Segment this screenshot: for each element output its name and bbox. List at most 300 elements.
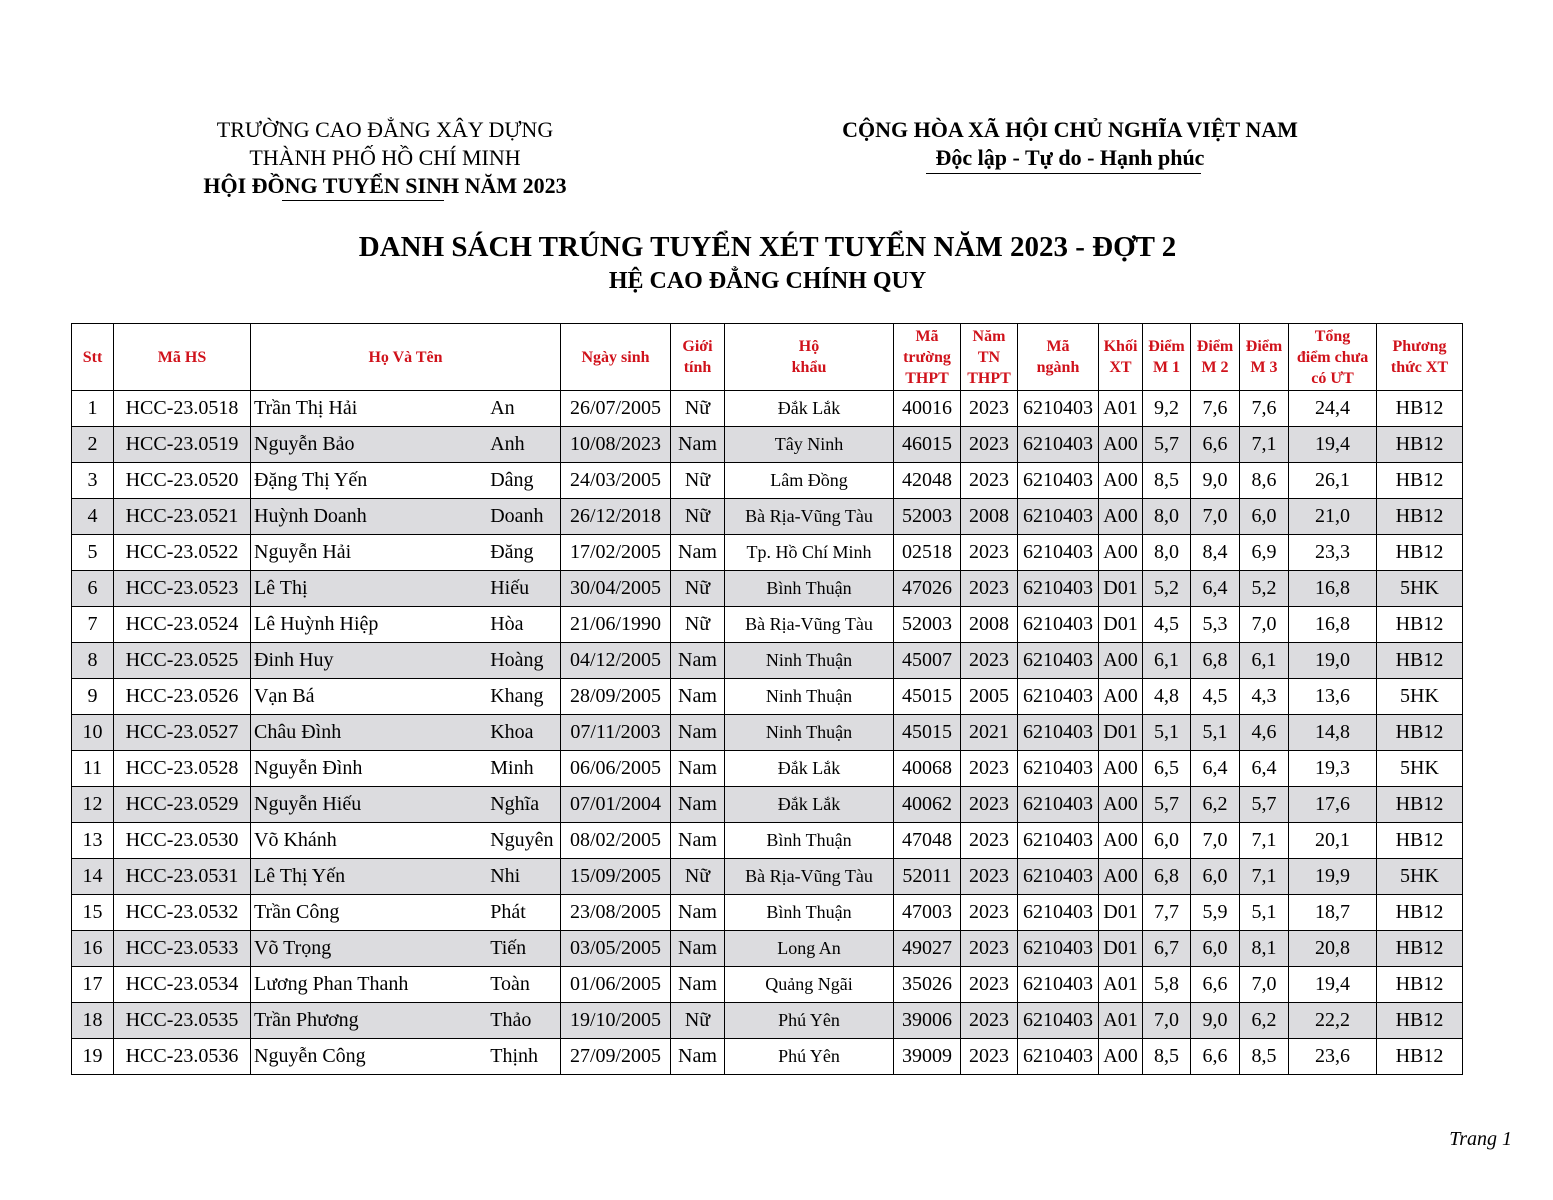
cell-ma-truong: 52003 xyxy=(894,607,961,643)
table-row xyxy=(72,643,1463,679)
table-row xyxy=(72,931,1463,967)
student-surname: Võ Khánh xyxy=(254,829,337,851)
cell-m2: 6,6 xyxy=(1191,427,1240,463)
col-ho-khau: Hộ khẩu xyxy=(725,324,894,391)
col-stt: Stt xyxy=(72,324,114,391)
col-m1: Điểm M 1 xyxy=(1143,324,1191,391)
cell-ma-truong: 52003 xyxy=(894,499,961,535)
cell-gioi-tinh: Nam xyxy=(671,751,725,787)
cell-ngay-sinh: 04/12/2005 xyxy=(561,643,671,679)
cell-m1: 6,1 xyxy=(1143,643,1191,679)
student-surname: Lê Thị Yến xyxy=(254,865,346,887)
cell-tong: 19,4 xyxy=(1289,967,1377,1003)
student-given-name: Toàn xyxy=(490,973,530,995)
cell-m3: 7,6 xyxy=(1240,391,1289,427)
cell-khoi: A00 xyxy=(1099,499,1143,535)
table-header-row xyxy=(72,324,1463,391)
col-m2: Điểm M 2 xyxy=(1191,324,1240,391)
cell-ho-khau: Phú Yên xyxy=(725,1039,894,1075)
cell-ngay-sinh: 06/06/2005 xyxy=(561,751,671,787)
cell-khoi: A00 xyxy=(1099,751,1143,787)
col-khoi: Khối XT xyxy=(1099,324,1143,391)
cell-khoi: D01 xyxy=(1099,895,1143,931)
cell-m3: 8,1 xyxy=(1240,931,1289,967)
cell-ma-nganh: 6210403 xyxy=(1018,1003,1099,1039)
cell-ma-truong: 45007 xyxy=(894,643,961,679)
cell-m3: 6,4 xyxy=(1240,751,1289,787)
cell-m2: 6,6 xyxy=(1191,967,1240,1003)
student-given-name: Khoa xyxy=(490,721,534,743)
cell-ma-truong: 42048 xyxy=(894,463,961,499)
cell-gioi-tinh: Nam xyxy=(671,535,725,571)
cell-ma-nganh: 6210403 xyxy=(1018,679,1099,715)
cell-nam-tn: 2008 xyxy=(961,607,1018,643)
col-phuong-thuc: Phương thức XT xyxy=(1377,324,1463,391)
col-ma-truong: Mã trường THPT xyxy=(894,324,961,391)
cell-ngay-sinh: 17/02/2005 xyxy=(561,535,671,571)
student-given-name: Đăng xyxy=(490,541,534,563)
student-given-name: Nguyên xyxy=(490,829,554,851)
cell-nam-tn: 2023 xyxy=(961,391,1018,427)
cell-ma-truong: 47026 xyxy=(894,571,961,607)
student-surname: Đinh Huy xyxy=(254,649,334,671)
cell-m1: 5,2 xyxy=(1143,571,1191,607)
cell-ma-nganh: 6210403 xyxy=(1018,715,1099,751)
cell-tong: 16,8 xyxy=(1289,607,1377,643)
cell-ho-ten xyxy=(251,895,561,931)
cell-gioi-tinh: Nam xyxy=(671,679,725,715)
student-surname: Vạn Bá xyxy=(254,685,315,707)
student-given-name: Dâng xyxy=(490,469,534,491)
cell-ma-hs: HCC-23.0530 xyxy=(114,823,251,859)
student-given-name: Phát xyxy=(490,901,526,923)
cell-khoi: D01 xyxy=(1099,607,1143,643)
national-motto: Độc lập - Tự do - Hạnh phúc xyxy=(935,145,1205,170)
cell-stt: 6 xyxy=(72,571,114,607)
cell-m2: 7,6 xyxy=(1191,391,1240,427)
cell-m1: 4,5 xyxy=(1143,607,1191,643)
cell-gioi-tinh: Nữ xyxy=(671,571,725,607)
cell-tong: 26,1 xyxy=(1289,463,1377,499)
cell-phuong-thuc: HB12 xyxy=(1377,391,1463,427)
cell-gioi-tinh: Nam xyxy=(671,715,725,751)
table-row xyxy=(72,391,1463,427)
cell-ngay-sinh: 08/02/2005 xyxy=(561,823,671,859)
cell-m3: 5,2 xyxy=(1240,571,1289,607)
cell-tong: 16,8 xyxy=(1289,571,1377,607)
cell-m1: 8,0 xyxy=(1143,535,1191,571)
table-row xyxy=(72,751,1463,787)
cell-tong: 18,7 xyxy=(1289,895,1377,931)
cell-gioi-tinh: Nam xyxy=(671,895,725,931)
cell-m1: 8,5 xyxy=(1143,1039,1191,1075)
table-row xyxy=(72,1003,1463,1039)
cell-ma-truong: 49027 xyxy=(894,931,961,967)
cell-ma-nganh: 6210403 xyxy=(1018,535,1099,571)
cell-stt: 8 xyxy=(72,643,114,679)
cell-ma-truong: 45015 xyxy=(894,679,961,715)
cell-ho-khau: Ninh Thuận xyxy=(725,643,894,679)
cell-khoi: A00 xyxy=(1099,859,1143,895)
cell-ho-khau: Long An xyxy=(725,931,894,967)
table-row xyxy=(72,571,1463,607)
cell-m1: 9,2 xyxy=(1143,391,1191,427)
cell-m2: 6,8 xyxy=(1191,643,1240,679)
cell-khoi: A01 xyxy=(1099,391,1143,427)
cell-ma-hs: HCC-23.0531 xyxy=(114,859,251,895)
cell-gioi-tinh: Nam xyxy=(671,823,725,859)
cell-m1: 6,5 xyxy=(1143,751,1191,787)
cell-ho-ten xyxy=(251,535,561,571)
cell-ngay-sinh: 26/12/2018 xyxy=(561,499,671,535)
cell-stt: 18 xyxy=(72,1003,114,1039)
cell-nam-tn: 2023 xyxy=(961,643,1018,679)
cell-tong: 20,1 xyxy=(1289,823,1377,859)
cell-ma-hs: HCC-23.0536 xyxy=(114,1039,251,1075)
cell-tong: 17,6 xyxy=(1289,787,1377,823)
cell-stt: 14 xyxy=(72,859,114,895)
cell-tong: 24,4 xyxy=(1289,391,1377,427)
student-surname: Trần Thị Hải xyxy=(254,397,358,419)
cell-stt: 13 xyxy=(72,823,114,859)
student-given-name: Nhi xyxy=(490,865,521,887)
student-surname: Lê Huỳnh Hiệp xyxy=(254,613,379,635)
cell-stt: 15 xyxy=(72,895,114,931)
student-given-name: Khang xyxy=(490,685,544,707)
cell-m2: 6,0 xyxy=(1191,931,1240,967)
cell-ma-hs: HCC-23.0534 xyxy=(114,967,251,1003)
table-row xyxy=(72,535,1463,571)
col-ngay-sinh: Ngày sinh xyxy=(561,324,671,391)
cell-ho-ten xyxy=(251,823,561,859)
cell-ngay-sinh: 24/03/2005 xyxy=(561,463,671,499)
cell-gioi-tinh: Nữ xyxy=(671,463,725,499)
cell-ma-nganh: 6210403 xyxy=(1018,1039,1099,1075)
cell-nam-tn: 2008 xyxy=(961,499,1018,535)
student-surname: Nguyễn Hiếu xyxy=(254,793,362,815)
student-given-name: Minh xyxy=(490,757,534,779)
cell-m2: 8,4 xyxy=(1191,535,1240,571)
institution-underline xyxy=(282,200,444,201)
cell-m3: 5,7 xyxy=(1240,787,1289,823)
cell-ma-hs: HCC-23.0521 xyxy=(114,499,251,535)
cell-ma-hs: HCC-23.0525 xyxy=(114,643,251,679)
cell-m1: 6,8 xyxy=(1143,859,1191,895)
cell-stt: 11 xyxy=(72,751,114,787)
student-given-name: Thịnh xyxy=(490,1045,539,1067)
cell-tong: 13,6 xyxy=(1289,679,1377,715)
cell-m3: 7,1 xyxy=(1240,427,1289,463)
cell-khoi: A00 xyxy=(1099,679,1143,715)
cell-m1: 4,8 xyxy=(1143,679,1191,715)
cell-ho-ten xyxy=(251,607,561,643)
table-row xyxy=(72,499,1463,535)
cell-m1: 6,7 xyxy=(1143,931,1191,967)
cell-m1: 5,8 xyxy=(1143,967,1191,1003)
cell-m3: 5,1 xyxy=(1240,895,1289,931)
cell-ho-ten xyxy=(251,679,561,715)
cell-khoi: A01 xyxy=(1099,1003,1143,1039)
cell-m3: 6,9 xyxy=(1240,535,1289,571)
cell-m2: 9,0 xyxy=(1191,1003,1240,1039)
cell-stt: 10 xyxy=(72,715,114,751)
cell-phuong-thuc: 5HK xyxy=(1377,571,1463,607)
cell-m1: 5,7 xyxy=(1143,427,1191,463)
cell-ho-khau: Đắk Lắk xyxy=(725,787,894,823)
cell-tong: 19,9 xyxy=(1289,859,1377,895)
student-surname: Lương Phan Thanh xyxy=(254,973,409,995)
cell-khoi: D01 xyxy=(1099,931,1143,967)
cell-ngay-sinh: 27/09/2005 xyxy=(561,1039,671,1075)
cell-tong: 23,3 xyxy=(1289,535,1377,571)
student-surname: Trần Công xyxy=(254,901,340,923)
cell-ho-khau: Bình Thuận xyxy=(725,571,894,607)
cell-m1: 5,7 xyxy=(1143,787,1191,823)
col-ho-ten: Họ Và Tên xyxy=(251,324,561,391)
cell-stt: 17 xyxy=(72,967,114,1003)
cell-ho-khau: Bà Rịa-Vũng Tàu xyxy=(725,607,894,643)
table-row xyxy=(72,715,1463,751)
cell-ma-truong: 40016 xyxy=(894,391,961,427)
cell-ma-nganh: 6210403 xyxy=(1018,931,1099,967)
cell-phuong-thuc: HB12 xyxy=(1377,607,1463,643)
cell-phuong-thuc: HB12 xyxy=(1377,715,1463,751)
cell-ho-ten xyxy=(251,643,561,679)
cell-ho-khau: Ninh Thuận xyxy=(725,679,894,715)
cell-khoi: D01 xyxy=(1099,715,1143,751)
col-ma-hs: Mã HS xyxy=(114,324,251,391)
cell-gioi-tinh: Nữ xyxy=(671,499,725,535)
table-row xyxy=(72,463,1463,499)
cell-stt: 19 xyxy=(72,1039,114,1075)
cell-khoi: D01 xyxy=(1099,571,1143,607)
cell-tong: 14,8 xyxy=(1289,715,1377,751)
cell-ma-nganh: 6210403 xyxy=(1018,463,1099,499)
cell-nam-tn: 2023 xyxy=(961,1039,1018,1075)
cell-m2: 5,9 xyxy=(1191,895,1240,931)
cell-khoi: A01 xyxy=(1099,967,1143,1003)
cell-ma-hs: HCC-23.0520 xyxy=(114,463,251,499)
cell-ma-truong: 47003 xyxy=(894,895,961,931)
cell-khoi: A00 xyxy=(1099,643,1143,679)
cell-m1: 6,0 xyxy=(1143,823,1191,859)
table-row xyxy=(72,679,1463,715)
cell-ma-truong: 40062 xyxy=(894,787,961,823)
cell-m2: 7,0 xyxy=(1191,823,1240,859)
cell-ma-nganh: 6210403 xyxy=(1018,427,1099,463)
cell-ma-nganh: 6210403 xyxy=(1018,859,1099,895)
cell-m1: 7,7 xyxy=(1143,895,1191,931)
cell-ma-hs: HCC-23.0532 xyxy=(114,895,251,931)
cell-ma-truong: 39009 xyxy=(894,1039,961,1075)
cell-m2: 6,0 xyxy=(1191,859,1240,895)
cell-stt: 2 xyxy=(72,427,114,463)
cell-ho-ten xyxy=(251,391,561,427)
student-given-name: Anh xyxy=(490,433,525,455)
cell-ngay-sinh: 15/09/2005 xyxy=(561,859,671,895)
cell-ho-ten xyxy=(251,715,561,751)
cell-gioi-tinh: Nam xyxy=(671,643,725,679)
cell-nam-tn: 2023 xyxy=(961,823,1018,859)
cell-m2: 4,5 xyxy=(1191,679,1240,715)
cell-nam-tn: 2023 xyxy=(961,463,1018,499)
cell-m3: 7,1 xyxy=(1240,859,1289,895)
national-header xyxy=(790,116,1350,174)
national-title: CỘNG HÒA XÃ HỘI CHỦ NGHĨA VIỆT NAM xyxy=(842,117,1298,142)
cell-khoi: A00 xyxy=(1099,535,1143,571)
cell-ma-nganh: 6210403 xyxy=(1018,607,1099,643)
cell-ho-ten xyxy=(251,931,561,967)
cell-m2: 6,2 xyxy=(1191,787,1240,823)
cell-stt: 1 xyxy=(72,391,114,427)
student-surname: Châu Đình xyxy=(254,721,342,743)
cell-ho-khau: Phú Yên xyxy=(725,1003,894,1039)
cell-gioi-tinh: Nam xyxy=(671,787,725,823)
cell-tong: 21,0 xyxy=(1289,499,1377,535)
cell-ho-ten xyxy=(251,787,561,823)
col-nam-tn: Năm TN THPT xyxy=(961,324,1018,391)
cell-ma-truong: 45015 xyxy=(894,715,961,751)
cell-gioi-tinh: Nam xyxy=(671,1039,725,1075)
cell-ho-ten xyxy=(251,967,561,1003)
cell-m1: 5,1 xyxy=(1143,715,1191,751)
cell-ho-khau: Lâm Đồng xyxy=(725,463,894,499)
cell-phuong-thuc: HB12 xyxy=(1377,643,1463,679)
cell-nam-tn: 2023 xyxy=(961,967,1018,1003)
cell-gioi-tinh: Nữ xyxy=(671,391,725,427)
student-surname: Huỳnh Doanh xyxy=(254,505,367,527)
cell-tong: 20,8 xyxy=(1289,931,1377,967)
cell-ho-khau: Bình Thuận xyxy=(725,823,894,859)
cell-gioi-tinh: Nữ xyxy=(671,859,725,895)
cell-nam-tn: 2023 xyxy=(961,751,1018,787)
table-row xyxy=(72,859,1463,895)
student-given-name: An xyxy=(490,397,515,419)
cell-phuong-thuc: HB12 xyxy=(1377,823,1463,859)
cell-m1: 7,0 xyxy=(1143,1003,1191,1039)
student-surname: Trần Phương xyxy=(254,1009,359,1031)
cell-gioi-tinh: Nam xyxy=(671,967,725,1003)
cell-m2: 6,4 xyxy=(1191,751,1240,787)
col-ma-nganh: Mã ngành xyxy=(1018,324,1099,391)
cell-phuong-thuc: 5HK xyxy=(1377,751,1463,787)
cell-ma-nganh: 6210403 xyxy=(1018,787,1099,823)
cell-phuong-thuc: 5HK xyxy=(1377,679,1463,715)
table-row xyxy=(72,607,1463,643)
student-surname: Võ Trọng xyxy=(254,937,332,959)
student-surname: Nguyễn Đình xyxy=(254,757,363,779)
cell-ma-truong: 46015 xyxy=(894,427,961,463)
cell-stt: 4 xyxy=(72,499,114,535)
cell-stt: 12 xyxy=(72,787,114,823)
page-number: Trang 1 xyxy=(1449,1128,1512,1150)
cell-m3: 6,1 xyxy=(1240,643,1289,679)
cell-gioi-tinh: Nữ xyxy=(671,607,725,643)
cell-stt: 5 xyxy=(72,535,114,571)
cell-khoi: A00 xyxy=(1099,787,1143,823)
cell-m2: 5,1 xyxy=(1191,715,1240,751)
cell-nam-tn: 2023 xyxy=(961,787,1018,823)
cell-phuong-thuc: HB12 xyxy=(1377,931,1463,967)
motto-underline xyxy=(926,173,1201,174)
cell-m2: 5,3 xyxy=(1191,607,1240,643)
student-surname: Nguyễn Hải xyxy=(254,541,352,563)
cell-ho-ten xyxy=(251,751,561,787)
student-surname: Nguyễn Công xyxy=(254,1045,366,1067)
cell-m2: 6,4 xyxy=(1191,571,1240,607)
cell-m3: 7,0 xyxy=(1240,607,1289,643)
cell-ngay-sinh: 21/06/1990 xyxy=(561,607,671,643)
student-given-name: Hoàng xyxy=(490,649,544,671)
cell-ngay-sinh: 19/10/2005 xyxy=(561,1003,671,1039)
cell-gioi-tinh: Nam xyxy=(671,427,725,463)
cell-ngay-sinh: 03/05/2005 xyxy=(561,931,671,967)
col-m3: Điểm M 3 xyxy=(1240,324,1289,391)
student-given-name: Tiến xyxy=(490,937,527,959)
cell-nam-tn: 2023 xyxy=(961,571,1018,607)
cell-ma-truong: 47048 xyxy=(894,823,961,859)
cell-tong: 23,6 xyxy=(1289,1039,1377,1075)
cell-m2: 6,6 xyxy=(1191,1039,1240,1075)
student-surname: Đặng Thị Yến xyxy=(254,469,368,491)
cell-m3: 6,0 xyxy=(1240,499,1289,535)
student-surname: Lê Thị xyxy=(254,577,308,599)
cell-ho-ten xyxy=(251,499,561,535)
cell-stt: 16 xyxy=(72,931,114,967)
cell-stt: 9 xyxy=(72,679,114,715)
col-gioi-tinh: Giới tính xyxy=(671,324,725,391)
cell-ngay-sinh: 07/01/2004 xyxy=(561,787,671,823)
student-given-name: Doanh xyxy=(490,505,544,527)
cell-m3: 7,1 xyxy=(1240,823,1289,859)
cell-khoi: A00 xyxy=(1099,427,1143,463)
cell-ma-hs: HCC-23.0527 xyxy=(114,715,251,751)
cell-stt: 7 xyxy=(72,607,114,643)
cell-phuong-thuc: HB12 xyxy=(1377,1003,1463,1039)
cell-gioi-tinh: Nữ xyxy=(671,1003,725,1039)
cell-m1: 8,0 xyxy=(1143,499,1191,535)
cell-ho-khau: Tp. Hồ Chí Minh xyxy=(725,535,894,571)
institution-name-line2: THÀNH PHỐ HỒ CHÍ MINH xyxy=(249,145,521,170)
cell-m1: 8,5 xyxy=(1143,463,1191,499)
cell-ho-khau: Đắk Lắk xyxy=(725,391,894,427)
cell-ma-nganh: 6210403 xyxy=(1018,499,1099,535)
cell-m3: 8,6 xyxy=(1240,463,1289,499)
table-row xyxy=(72,787,1463,823)
cell-ho-ten xyxy=(251,427,561,463)
cell-ho-khau: Ninh Thuận xyxy=(725,715,894,751)
cell-ma-hs: HCC-23.0518 xyxy=(114,391,251,427)
cell-phuong-thuc: HB12 xyxy=(1377,787,1463,823)
cell-ma-nganh: 6210403 xyxy=(1018,571,1099,607)
cell-ma-hs: HCC-23.0535 xyxy=(114,1003,251,1039)
cell-ma-nganh: 6210403 xyxy=(1018,391,1099,427)
cell-ma-hs: HCC-23.0523 xyxy=(114,571,251,607)
cell-ho-khau: Đắk Lắk xyxy=(725,751,894,787)
cell-nam-tn: 2023 xyxy=(961,931,1018,967)
cell-ho-khau: Bà Rịa-Vũng Tàu xyxy=(725,499,894,535)
cell-tong: 19,3 xyxy=(1289,751,1377,787)
cell-ma-truong: 40068 xyxy=(894,751,961,787)
cell-ngay-sinh: 28/09/2005 xyxy=(561,679,671,715)
cell-khoi: A00 xyxy=(1099,1039,1143,1075)
cell-nam-tn: 2023 xyxy=(961,535,1018,571)
cell-ho-ten xyxy=(251,1039,561,1075)
cell-gioi-tinh: Nam xyxy=(671,931,725,967)
cell-ngay-sinh: 30/04/2005 xyxy=(561,571,671,607)
cell-m3: 7,0 xyxy=(1240,967,1289,1003)
cell-khoi: A00 xyxy=(1099,463,1143,499)
